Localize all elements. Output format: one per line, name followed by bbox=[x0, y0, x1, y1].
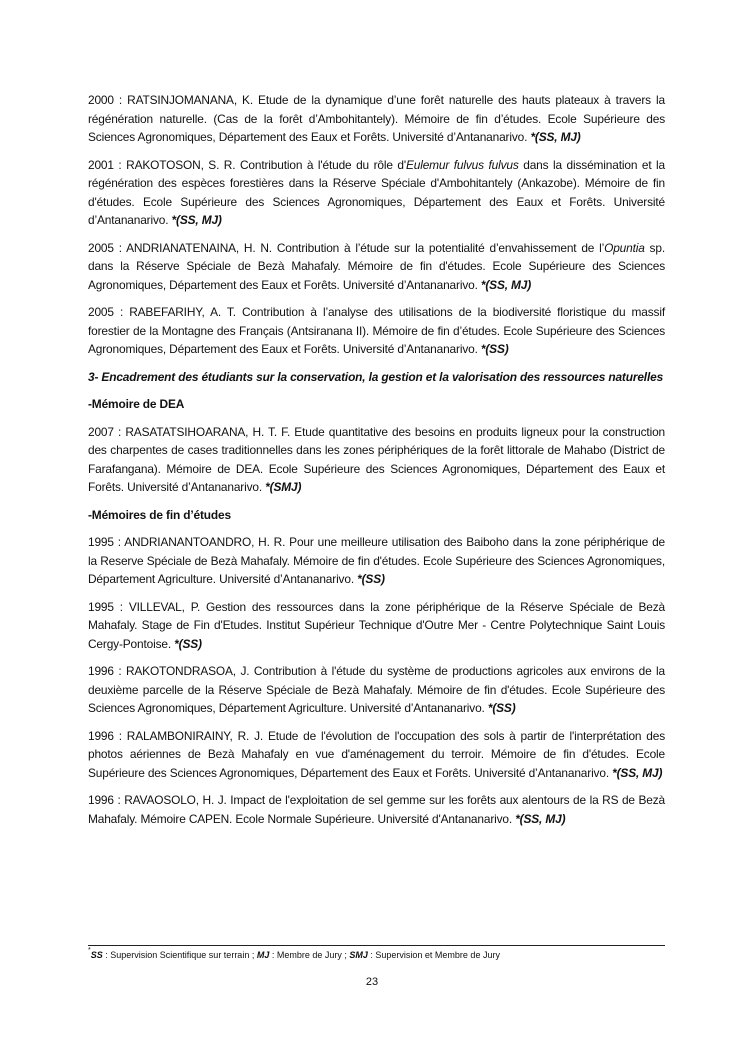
text-segment: 1995 : VILLEVAL, P. Gestion des ressources dans la zone périphérique de la Réserve Spéciale de Bezà Mahafaly. Stage de Fin d'Etudes. Institut Supérieur Technique d'Outre Mer - Centre Polytechnique Saint Louis Cergy-Pontoise. bbox=[88, 599, 665, 651]
reference-entry bbox=[88, 662, 665, 718]
footnote-abbreviation: SMJ bbox=[349, 950, 368, 960]
document-body bbox=[88, 91, 665, 837]
text-segment: -Mémoires de fin d’études bbox=[88, 507, 231, 522]
page-number: 23 bbox=[365, 976, 379, 988]
text-segment: 2007 : RASATATSIHOARANA, H. T. F. Etude quantitative des besoins en produits ligneux pour la construction des charpentes de cases traditionnelles dans les zones périphériques de la forêt littorale de Mahabo (District de Farafangana). Mémoire de DEA. Ecole Supérieure des Sciences Agronomiques, Département des Eaux et Forêts. Université d’Antananarivo. bbox=[88, 424, 665, 494]
role-tag: *(SS, MJ) bbox=[612, 765, 663, 780]
role-tag: *(SS) bbox=[480, 342, 509, 356]
reference-entry bbox=[88, 91, 665, 147]
text-segment: 2005 : RABEFARIHY, A. T. Contribution à l’analyse des utilisations de la biodiversité floristique du massif forestier de la Montagne des Français (Antsiranana II). Mémoire de fin d’études. Ecole Supérieure des Sciences Agronomiques, Département des Eaux et Forêts. Université d’Antananarivo. bbox=[88, 305, 665, 356]
text-segment: 1996 : RALAMBONIRAINY, R. J. Etude de l'évolution de l'occupation des sols à partir de l'interprétation des photos aériennes de Bezà Mahafaly en vue d'aménagement du terroir. Mémoire de fin d'études. Ecole Supérieure des Sciences Agronomiques, Département des Eaux et Forêts. Université d’Antananarivo. bbox=[88, 728, 665, 780]
text-segment: 2001 : RAKOTOSON, S. R. Contribution à l'étude du rôle d' bbox=[88, 157, 406, 172]
footnote-text: : Membre de Jury ; bbox=[269, 950, 350, 960]
text-segment: 1996 : RAVAOSOLO, H. J. Impact de l'exploitation de sel gemme sur les forêts aux alentours de la RS de Bezà Mahafaly. Mémoire CAPEN. Ecole Normale Supérieure. Université d'Antananarivo. bbox=[88, 793, 665, 826]
text-segment: sp. dans la Réserve Spéciale de Bezà Mahafaly. Mémoire de fin d'études. Ecole Supérieure des Sciences Agronomiques, Département des Eaux et Forêts. Université d’Antananarivo. bbox=[88, 240, 665, 292]
text-segment: dans la dissémination et la régénération des espèces forestières dans la Réserve Spéciale d'Ambohitantely (Ankazobe). Mémoire de fin d'études. Ecole Supérieure des Sciences Agronomiques, Département des Eaux et Forêts. Université d’Antananarivo. bbox=[88, 157, 666, 227]
role-tag: *(SS, MJ) bbox=[530, 130, 581, 144]
reference-entry bbox=[88, 239, 665, 295]
species-name: Opuntia bbox=[604, 240, 645, 255]
footnote-abbreviation: MJ bbox=[256, 950, 270, 960]
section-heading bbox=[88, 368, 665, 387]
footnote-marker: * bbox=[88, 947, 91, 954]
reference-entry bbox=[88, 598, 665, 654]
role-tag: *(SMJ) bbox=[265, 480, 302, 494]
reference-entry bbox=[88, 727, 665, 783]
subsection-heading bbox=[88, 395, 665, 414]
role-tag: *(SS, MJ) bbox=[515, 811, 566, 826]
role-tag: *(SS) bbox=[357, 572, 385, 586]
text-segment: 2000 : RATSINJOMANANA, K. Etude de la dynamique d’une forêt naturelle des hauts plateaux à travers la régénération naturelle. (Cas de la forêt d’Ambohitantely). Mémoire de fin d’études. Ecole Supérieure des Sciences Agronomiques, Département des Eaux et Forêts. Université d’Antananarivo. bbox=[88, 93, 665, 144]
reference-entry bbox=[88, 303, 665, 359]
reference-entry bbox=[88, 156, 665, 230]
footnote bbox=[88, 949, 500, 961]
reference-entry bbox=[88, 423, 665, 497]
footnote-text: : Supervision Scientifique sur terrain ; bbox=[102, 950, 257, 960]
role-tag: *(SS, MJ) bbox=[480, 277, 532, 292]
footnote-divider bbox=[88, 945, 665, 946]
role-tag: *(SS, MJ) bbox=[171, 213, 222, 227]
species-name: Eulemur fulvus fulvus bbox=[405, 157, 519, 172]
reference-entry bbox=[88, 791, 665, 828]
reference-entry bbox=[88, 533, 665, 589]
role-tag: *(SS) bbox=[174, 636, 202, 651]
text-segment: -Mémoire de DEA bbox=[88, 397, 185, 411]
text-segment: 3- Encadrement des étudiants sur la conservation, la gestion et la valorisation des ressources naturelles bbox=[88, 369, 664, 384]
text-segment: 1995 : ANDRIANANTOANDRO, H. R. Pour une meilleure utilisation des Baiboho dans la zone périphérique de la Reserve Spéciale de Bezà Mahafaly. Mémoire de fin d'études. Ecole Supérieure des Sciences Agronomiques, Département Agriculture. Université d’Antananarivo. bbox=[88, 535, 665, 586]
subsection-heading bbox=[88, 506, 665, 525]
footnote-text: : Supervision et Membre de Jury bbox=[367, 950, 500, 960]
role-tag: *(SS) bbox=[487, 701, 516, 715]
text-segment: 2005 : ANDRIANATENAINA, H. N. Contribution à l’étude sur la potentialité d’envahissement de l’ bbox=[88, 240, 605, 255]
text-segment: 1996 : RAKOTONDRASOA, J. Contribution à l'étude du système de productions agricoles aux environs de la deuxième parcelle de la Réserve Spéciale de Bezà Mahafaly. Mémoire de fin d'études. Ecole Supérieure des Sciences Agronomiques, Département Agriculture. Université d’Antananarivo. bbox=[88, 664, 665, 715]
footnote-abbreviation: SS bbox=[90, 950, 103, 960]
